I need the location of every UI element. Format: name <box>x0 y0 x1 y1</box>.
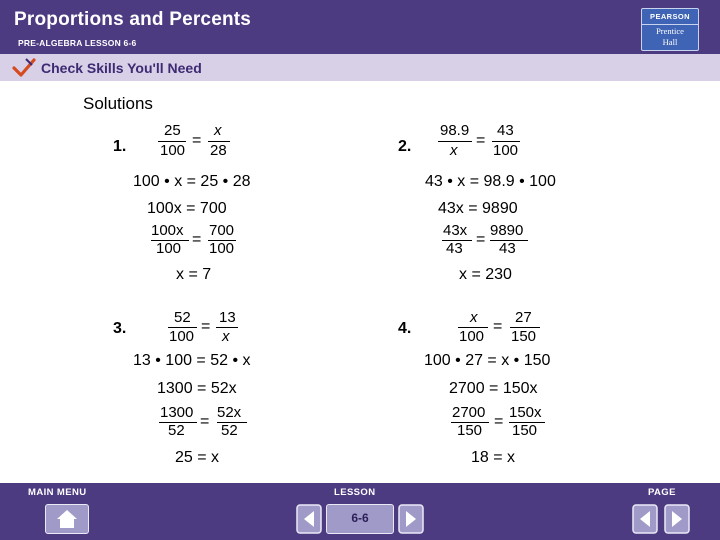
footer-bar <box>0 483 720 540</box>
fraction-denominator: 100 <box>493 142 519 159</box>
logo-pearson-text: PEARSON <box>642 9 698 25</box>
equals-sign: = <box>476 132 486 149</box>
previous-lesson-button[interactable] <box>296 504 322 534</box>
problem-3-step-2: 1300 = 52x <box>157 380 237 397</box>
problem-2-answer: x = 230 <box>459 266 512 283</box>
equals-sign: = <box>476 231 486 248</box>
problem-1-answer: x = 7 <box>176 266 212 283</box>
fraction-denominator: 150 <box>511 328 537 345</box>
problem-3-step-1: 13 • 100 = 52 • x <box>133 352 251 369</box>
check-skills-banner <box>0 54 720 81</box>
equals-sign: = <box>494 413 504 430</box>
equals-sign: = <box>201 318 211 335</box>
banner-label: Check Skills You'll Need <box>41 60 202 76</box>
fraction-numerator: 100x <box>151 222 184 239</box>
lesson-number: 6-6 <box>351 511 369 525</box>
fraction-numerator: 9890 <box>490 222 524 239</box>
fraction-numerator: 98.9 <box>440 122 470 139</box>
next-lesson-button[interactable] <box>398 504 424 534</box>
problem-2-number: 2. <box>398 138 412 155</box>
fraction-denominator: x <box>450 142 458 159</box>
page-label: PAGE <box>648 487 676 498</box>
equals-sign: = <box>493 318 503 335</box>
logo-prentice-hall <box>642 26 698 48</box>
fraction-denominator: 100 <box>160 142 186 159</box>
equals-sign: = <box>192 231 202 248</box>
equals-sign: = <box>200 413 210 430</box>
header-bar <box>0 0 720 54</box>
fraction-numerator: 43 <box>497 122 514 139</box>
main-menu-label: MAIN MENU <box>28 487 87 498</box>
pearson-logo <box>641 8 699 51</box>
fraction-denominator: 100 <box>459 328 485 345</box>
fraction-numerator: 1300 <box>160 404 194 421</box>
lesson-subtitle: PRE-ALGEBRA LESSON 6-6 <box>18 38 137 48</box>
fraction-numerator: x <box>470 309 478 326</box>
logo-line-1: Prentice <box>656 26 684 36</box>
fraction-denominator: 100 <box>209 240 235 257</box>
lesson-button[interactable] <box>326 504 394 534</box>
problem-2-step-2: 43x = 9890 <box>438 200 518 217</box>
fraction-denominator: 100 <box>169 328 195 345</box>
problem-1-step-1: 100 • x = 25 • 28 <box>133 173 251 190</box>
fraction-numerator: 13 <box>219 309 236 326</box>
fraction-numerator: 27 <box>515 309 532 326</box>
pencil-check-icon <box>12 57 36 78</box>
fraction-numerator: 52x <box>217 404 242 421</box>
fraction-denominator: 150 <box>512 422 538 439</box>
logo-line-2: Hall <box>662 37 678 47</box>
fraction-numerator: 700 <box>209 222 235 239</box>
solutions-heading: Solutions <box>83 94 153 113</box>
problem-1-step-2: 100x = 700 <box>147 200 227 217</box>
problem-4-step-2: 2700 = 150x <box>449 380 538 397</box>
fraction-denominator: 100 <box>156 240 182 257</box>
problem-2-step-1: 43 • x = 98.9 • 100 <box>425 173 556 190</box>
fraction-denominator: 43 <box>446 240 463 257</box>
fraction-denominator: 150 <box>457 422 483 439</box>
fraction-numerator: 150x <box>509 404 542 421</box>
page-title: Proportions and Percents <box>14 9 252 30</box>
equals-sign: = <box>192 132 202 149</box>
problem-4-step-1: 100 • 27 = x • 150 <box>424 352 551 369</box>
fraction-denominator: 43 <box>499 240 516 257</box>
fraction-denominator: 52 <box>168 422 185 439</box>
fraction-numerator: x <box>214 122 222 139</box>
fraction-numerator: 43x <box>443 222 468 239</box>
problem-4-number: 4. <box>398 320 412 337</box>
fraction-numerator: 52 <box>174 309 191 326</box>
next-page-button[interactable] <box>664 504 690 534</box>
previous-page-button[interactable] <box>632 504 658 534</box>
fraction-numerator: 25 <box>164 122 181 139</box>
fraction-numerator: 2700 <box>452 404 486 421</box>
fraction-denominator: 28 <box>210 142 227 159</box>
home-icon <box>56 509 78 529</box>
problem-4-answer: 18 = x <box>471 449 516 466</box>
problem-3-number: 3. <box>113 320 127 337</box>
problem-3-answer: 25 = x <box>175 449 220 466</box>
lesson-label: LESSON <box>334 487 376 498</box>
fraction-denominator: 52 <box>221 422 238 439</box>
fraction-denominator: x <box>222 328 230 345</box>
main-menu-button[interactable] <box>45 504 89 534</box>
problem-1-number: 1. <box>113 138 127 155</box>
